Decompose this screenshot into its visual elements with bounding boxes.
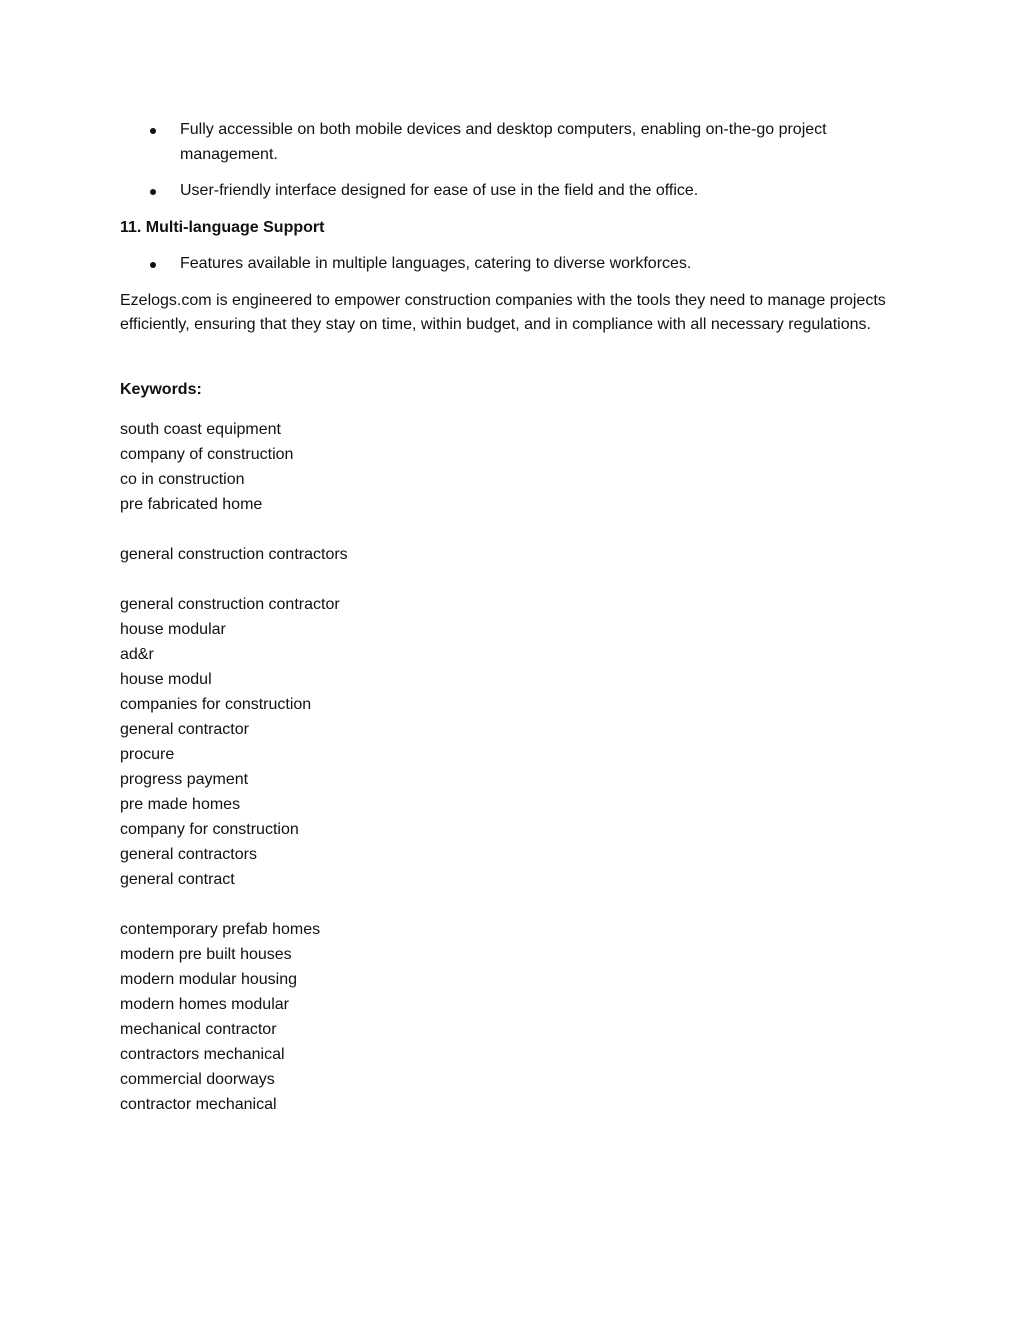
keyword-item: pre made homes — [120, 796, 241, 813]
keywords-heading: Keywords: — [120, 380, 202, 398]
keyword-item: contractors mechanical — [120, 1046, 285, 1063]
bullet-text: Fully accessible on both mobile devices and desktop computers, enabling on-the-go project management. — [180, 121, 827, 163]
keyword-item: procure — [120, 746, 175, 763]
keywords-list — [120, 417, 910, 1117]
keyword-item: modern modular housing — [120, 971, 297, 988]
keyword-item: companies for construction — [120, 696, 312, 713]
keyword-item: modern homes modular — [120, 996, 289, 1013]
keyword-item: commercial doorways — [120, 1071, 275, 1088]
feature-bullet-list — [120, 118, 910, 204]
summary-paragraph: Ezelogs.com is engineered to empower construction companies with the tools they need to manage projects efficiently, ensuring that they stay on time, within budget, and in compliance with all necessary regulations. — [120, 291, 886, 333]
keyword-group — [120, 592, 910, 892]
keyword-item: general construction contractors — [120, 546, 348, 563]
keyword-item: house modular — [120, 621, 226, 638]
keyword-item: mechanical contractor — [120, 1021, 277, 1038]
document-content — [120, 118, 910, 1142]
keyword-item: general construction contractor — [120, 596, 340, 613]
keyword-item: house modul — [120, 671, 212, 688]
section-heading: 11. Multi-language Support — [120, 218, 325, 236]
keyword-item: pre fabricated home — [120, 496, 263, 513]
bullet-text: Features available in multiple languages, catering to diverse workforces. — [180, 255, 692, 272]
keyword-group — [120, 417, 910, 517]
bullet-icon — [150, 262, 156, 268]
keyword-item: modern pre built houses — [120, 946, 292, 963]
keyword-item: contractor mechanical — [120, 1096, 277, 1113]
section-bullet-list — [120, 252, 910, 277]
keyword-item: company of construction — [120, 446, 294, 463]
bullet-item — [120, 252, 910, 277]
bullet-icon — [150, 128, 156, 134]
keyword-item: progress payment — [120, 771, 249, 788]
keyword-group — [120, 542, 910, 567]
keyword-item: general contractors — [120, 846, 257, 863]
keyword-item: general contractor — [120, 721, 249, 738]
keyword-item: contemporary prefab homes — [120, 921, 321, 938]
bullet-icon — [150, 189, 156, 195]
keyword-item: south coast equipment — [120, 421, 281, 438]
keyword-item: company for construction — [120, 821, 299, 838]
bullet-item — [120, 179, 910, 204]
keyword-item: general contract — [120, 871, 235, 888]
bullet-text: User-friendly interface designed for ease of use in the field and the office. — [180, 182, 699, 199]
keyword-group — [120, 917, 910, 1117]
bullet-item — [120, 118, 910, 167]
keyword-item: co in construction — [120, 471, 245, 488]
keyword-item: ad&r — [120, 646, 154, 663]
